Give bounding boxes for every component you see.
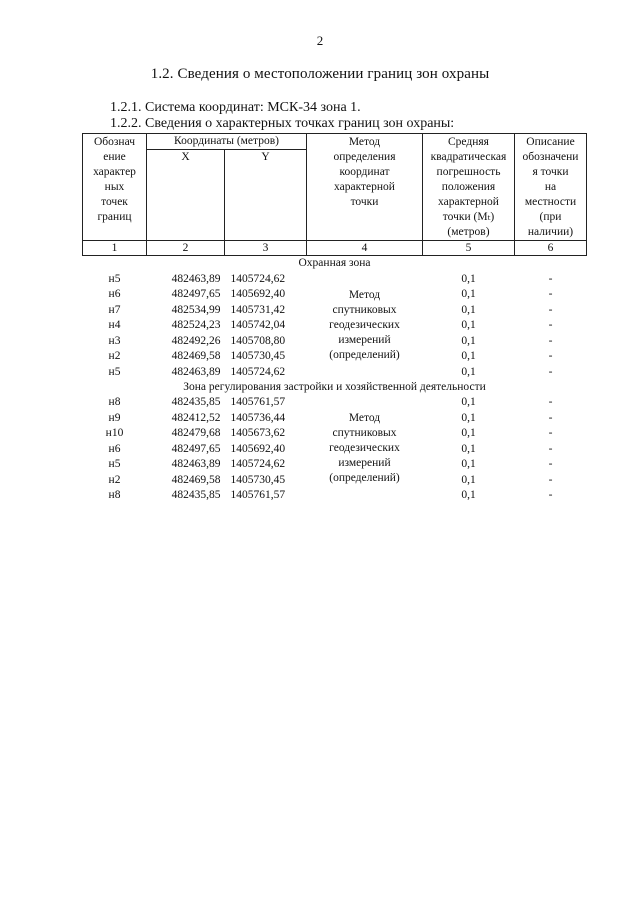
point-error: 0,1 <box>461 303 476 316</box>
point-description: - <box>548 411 553 424</box>
point-x: 482479,68 <box>171 427 221 439</box>
point-x: 482524,23 <box>171 319 221 331</box>
point-id: н2 <box>108 473 121 486</box>
zone-title: Зона регулирования застройки и хозяйственной деятельности <box>183 380 486 393</box>
point-id: н9 <box>108 411 121 424</box>
header-point-designation: Обознач ение характер ных точек границ <box>83 134 147 241</box>
point-error: 0,1 <box>461 272 476 285</box>
point-error: 0,1 <box>461 442 476 455</box>
point-id: н10 <box>105 427 124 439</box>
point-description: - <box>548 334 553 347</box>
point-x: 482469,58 <box>171 473 221 486</box>
point-y: 1405692,40 <box>230 442 286 455</box>
point-error: 0,1 <box>461 334 476 347</box>
point-y: 1405708,80 <box>230 334 286 347</box>
point-y: 1405736,44 <box>230 411 286 424</box>
point-description: - <box>548 458 553 470</box>
point-id: н2 <box>108 350 121 362</box>
zone-title: Охранная зона <box>298 257 371 269</box>
column-number: 2 <box>147 241 225 256</box>
column-number: 6 <box>515 241 587 256</box>
column-number: 3 <box>225 241 307 256</box>
point-x: 482435,85 <box>171 396 221 408</box>
point-y: 1405673,62 <box>230 427 286 439</box>
point-x: 482435,85 <box>171 489 221 501</box>
column-number: 5 <box>423 241 515 256</box>
point-error: 0,1 <box>461 288 476 300</box>
header-coordinates: Координаты (метров) <box>147 134 307 150</box>
point-x: 482497,65 <box>171 288 221 300</box>
point-y: 1405730,45 <box>230 473 286 486</box>
point-description: - <box>548 319 553 331</box>
point-y: 1405742,04 <box>230 319 286 331</box>
column-number: 4 <box>307 241 423 256</box>
point-y: 1405724,62 <box>230 458 286 470</box>
point-x: 482469,58 <box>171 350 221 362</box>
point-error: 0,1 <box>461 350 476 362</box>
method-cell: Метод спутниковых геодезических измерений (определений) <box>329 412 400 485</box>
point-description: - <box>548 396 553 408</box>
point-y: 1405761,57 <box>230 489 286 501</box>
point-x: 482497,65 <box>171 442 221 455</box>
point-id: н5 <box>108 272 121 285</box>
point-x: 482534,99 <box>171 303 221 316</box>
table-row <box>83 271 587 287</box>
table-row <box>83 395 587 411</box>
point-error: 0,1 <box>461 473 476 486</box>
coordinate-system-line: 1.2.1. Система координат: МСК-34 зона 1. <box>110 100 361 115</box>
point-y: 1405730,45 <box>230 350 286 362</box>
header-x: X <box>147 150 225 241</box>
point-y: 1405692,40 <box>230 288 286 300</box>
point-description: - <box>548 303 553 316</box>
point-id: н8 <box>108 489 121 501</box>
point-id: н5 <box>108 365 121 378</box>
header-method: Метод определения координат характерной точки <box>307 134 423 241</box>
point-error: 0,1 <box>461 365 476 378</box>
point-y: 1405761,57 <box>230 396 286 408</box>
point-error: 0,1 <box>461 458 476 470</box>
point-description: - <box>548 489 553 501</box>
point-description: - <box>548 427 553 439</box>
point-description: - <box>548 365 553 378</box>
point-id: н3 <box>108 334 121 347</box>
page-number: 2 <box>316 33 324 48</box>
zone-protection <box>83 256 587 380</box>
header-y: Y <box>225 150 307 241</box>
point-description: - <box>548 272 553 285</box>
point-id: н8 <box>108 396 121 408</box>
zone-development-regulation <box>83 380 587 504</box>
point-description: - <box>548 442 553 455</box>
point-x: 482463,89 <box>171 272 221 285</box>
point-id: н6 <box>108 288 121 300</box>
header-mean-error: Средняя квадратическая погрешность положения характерной точки (Mₜ) (метров) <box>423 134 515 241</box>
point-id: н7 <box>108 303 121 316</box>
point-x: 482463,89 <box>171 365 221 378</box>
header-point-description: Описание обозначени я точки на местности (при наличии) <box>515 134 587 241</box>
point-x: 482412,52 <box>171 411 221 424</box>
point-error: 0,1 <box>461 489 476 501</box>
point-id: н5 <box>108 458 121 470</box>
point-error: 0,1 <box>461 411 476 424</box>
point-error: 0,1 <box>461 427 476 439</box>
point-error: 0,1 <box>461 319 476 331</box>
point-y: 1405724,62 <box>230 365 286 378</box>
point-description: - <box>548 350 553 362</box>
point-description: - <box>548 288 553 300</box>
point-error: 0,1 <box>461 396 476 408</box>
method-cell: Метод спутниковых геодезических измерений (определений) <box>329 288 400 361</box>
point-x: 482463,89 <box>171 458 221 470</box>
points-info-line: 1.2.2. Сведения о характерных точках границ зон охраны: <box>110 116 455 131</box>
point-y: 1405724,62 <box>230 272 286 285</box>
column-number: 1 <box>83 241 147 256</box>
boundary-points-table <box>82 133 587 503</box>
point-x: 482492,26 <box>171 334 221 347</box>
point-id: н4 <box>108 319 121 331</box>
point-description: - <box>548 473 553 486</box>
section-title: 1.2. Сведения о местоположении границ зон охраны <box>150 66 490 82</box>
point-id: н6 <box>108 442 121 455</box>
point-y: 1405731,42 <box>230 303 286 316</box>
